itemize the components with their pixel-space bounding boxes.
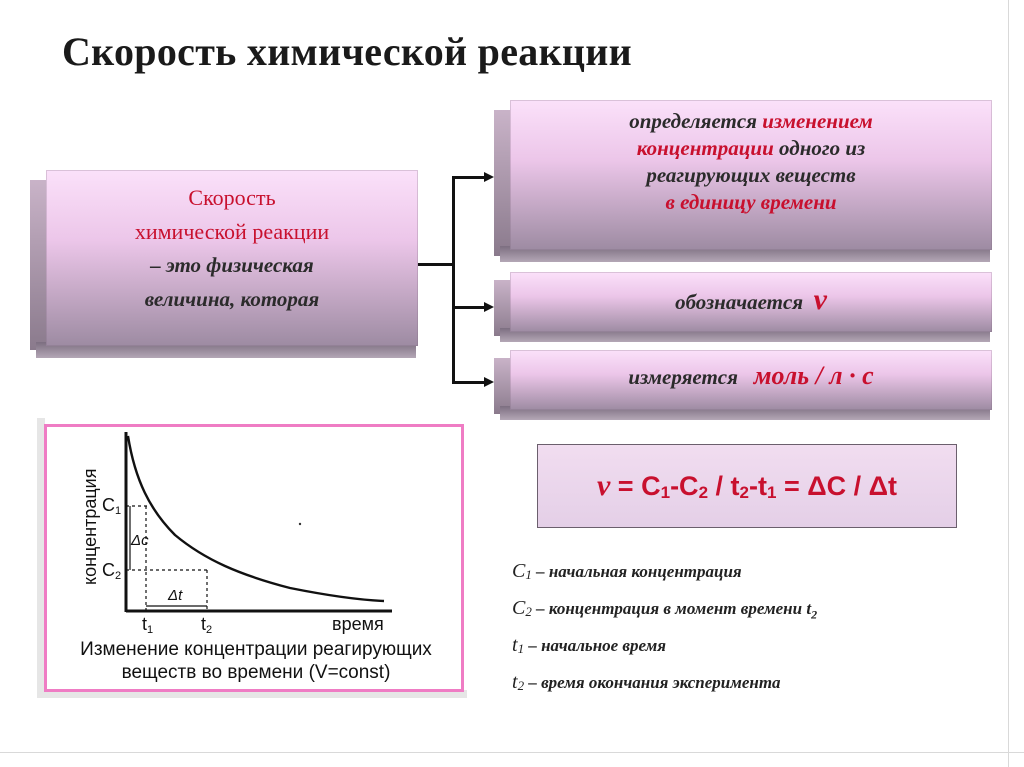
formula-nu: ν xyxy=(596,469,611,502)
legend-c1: $C_1$ – начальная концентрация xyxy=(512,560,742,582)
formula-t2-sub: 2 xyxy=(739,483,749,502)
denoted-label: обозначается xyxy=(675,290,804,314)
graph-t1-label: t1 xyxy=(142,614,154,636)
graph-x-label: время xyxy=(332,614,384,634)
formula-c1: C xyxy=(641,471,661,501)
nu-symbol: ν xyxy=(813,283,827,316)
formula-t2: / t xyxy=(708,471,740,501)
formula-eq: = xyxy=(617,471,634,501)
formula-c2-sub: 2 xyxy=(698,483,709,502)
defines-text-1: определяется xyxy=(629,109,763,133)
graph-caption xyxy=(56,638,456,684)
definition-line-1: Скорость xyxy=(188,185,276,210)
graph-caption-line-1: Изменение концентрации реагирующих xyxy=(80,639,432,660)
legend-c2: $C_2$ – концентрация в момент времени $t_2$ xyxy=(512,597,818,622)
formula-t1: -t xyxy=(749,471,767,501)
graph-caption-line-2: веществ во времени (V=const) xyxy=(121,662,391,683)
formula-c1-sub: 1 xyxy=(660,483,671,502)
defines-text-5: реагирующих веществ xyxy=(646,163,856,187)
unit-text: моль / л · с xyxy=(753,361,874,390)
graph-c2-label: C2 xyxy=(102,560,122,582)
defines-text-3: концентрации xyxy=(636,136,774,160)
defines-text-4: одного из xyxy=(773,136,866,160)
definition-line-2: химической реакции xyxy=(134,219,330,244)
graph-delta-t: Δt xyxy=(168,587,183,604)
slide-title: Скорость химической реакции xyxy=(62,29,632,74)
graph-t2-label: t2 xyxy=(201,614,213,636)
formula-c2: -C xyxy=(670,471,699,501)
graph-delta-c: Δc xyxy=(131,532,149,549)
formula-delta: = ΔC / Δt xyxy=(776,471,898,501)
formula-t1-sub: 1 xyxy=(766,483,777,502)
definition-line-4: величина, которая xyxy=(144,287,320,311)
defines-text-6: в единицу времени xyxy=(665,190,837,214)
defines-text-2: изменением xyxy=(762,109,873,133)
measured-label: измеряется xyxy=(628,365,738,389)
legend-t2: $t_2$ – время окончания эксперимента xyxy=(512,671,781,693)
legend-t1: $t_1$ – начальное время xyxy=(512,634,667,656)
graph-c1-label: C1 xyxy=(102,495,122,517)
graph-y-label: концентрация xyxy=(80,468,100,585)
definition-line-3: – это физическая xyxy=(150,253,314,277)
